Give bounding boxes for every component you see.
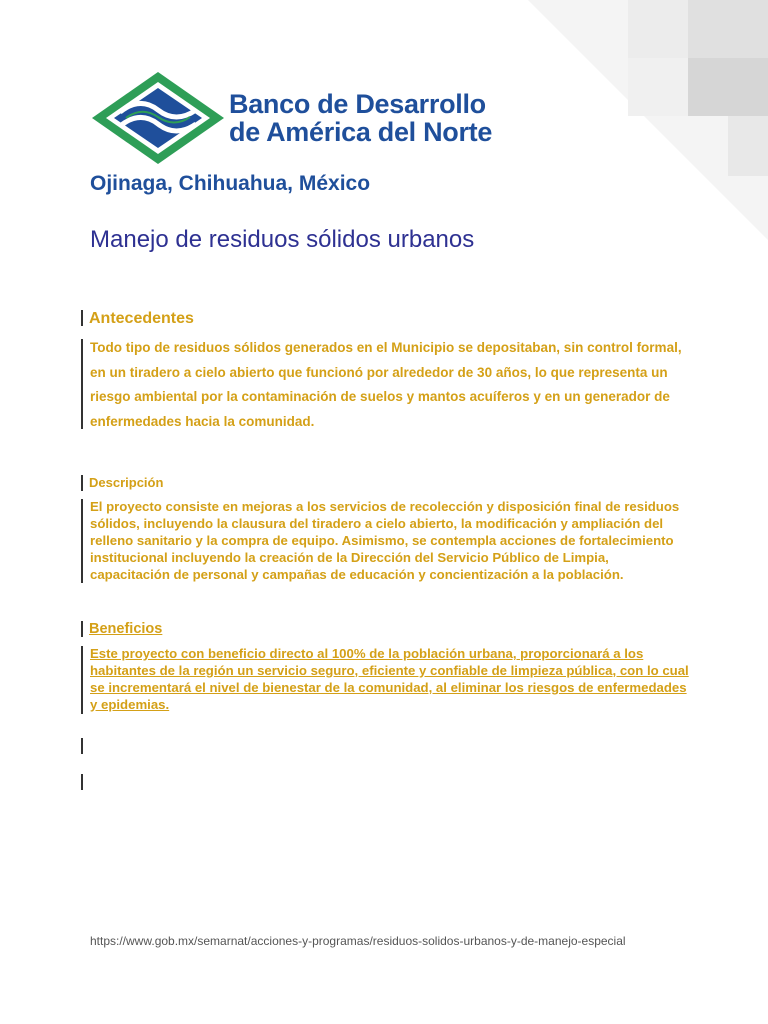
section-bar bbox=[81, 339, 83, 429]
section-bar bbox=[81, 475, 83, 491]
descripcion-heading: Descripción bbox=[89, 475, 164, 490]
antecedentes-body: Todo tipo de residuos sólidos generados en el Municipio se depositaban, sin control formal, en un tiradero a cielo abierto que funcionó por alrededor de 30 años, lo que representa un riesgo ambiental por la contaminación de suelos y mantos acuíferos y en un generador de enfermedades hacia la comunidad. bbox=[90, 340, 682, 429]
beneficios-body[interactable]: Este proyecto con beneficio directo al 100% de la población urbana, proporcionará a los habitantes de la región un servicio seguro, eficiente y confiable de limpieza pública, con lo cual se incrementará el nivel de bienestar de la comunidad, al eliminar los riesgos de enfermedades y epidemias. bbox=[90, 646, 689, 712]
section-bar bbox=[81, 646, 83, 714]
antecedentes-heading: Antecedentes bbox=[89, 310, 194, 327]
organization-name-line1: Banco de Desarrollo bbox=[229, 89, 486, 119]
organization-name bbox=[229, 90, 492, 146]
section-bar bbox=[81, 774, 83, 790]
project-title: Manejo de residuos sólidos urbanos bbox=[90, 226, 475, 253]
section-bar bbox=[81, 310, 83, 326]
section-bar bbox=[81, 499, 83, 583]
section-bar bbox=[81, 621, 83, 637]
descripcion-body: El proyecto consiste en mejoras a los servicios de recolección y disposición final de residuos sólidos, incluyendo la clausura del tiradero a cielo abierto, la modificación y ampliación del relleno sanitario y la compra de equipo. Asimismo, se contempla acciones de fortalecimiento institucional incluyendo la creación de la Dirección del Servicio Público de Limpia, capacitación de personal y campañas de educación y concientización a la población. bbox=[90, 499, 680, 582]
corner-decoration bbox=[528, 0, 768, 240]
beneficios-heading[interactable]: Beneficios bbox=[89, 621, 163, 637]
section-bar bbox=[81, 738, 83, 754]
source-url[interactable]: https://www.gob.mx/semarnat/acciones-y-programas/residuos-solidos-urbanos-y-de-manejo-especial bbox=[90, 934, 626, 948]
organization-name-line2: de América del Norte bbox=[229, 117, 493, 147]
project-location: Ojinaga, Chihuahua, México bbox=[90, 172, 371, 195]
nadb-logo-icon bbox=[90, 70, 226, 166]
